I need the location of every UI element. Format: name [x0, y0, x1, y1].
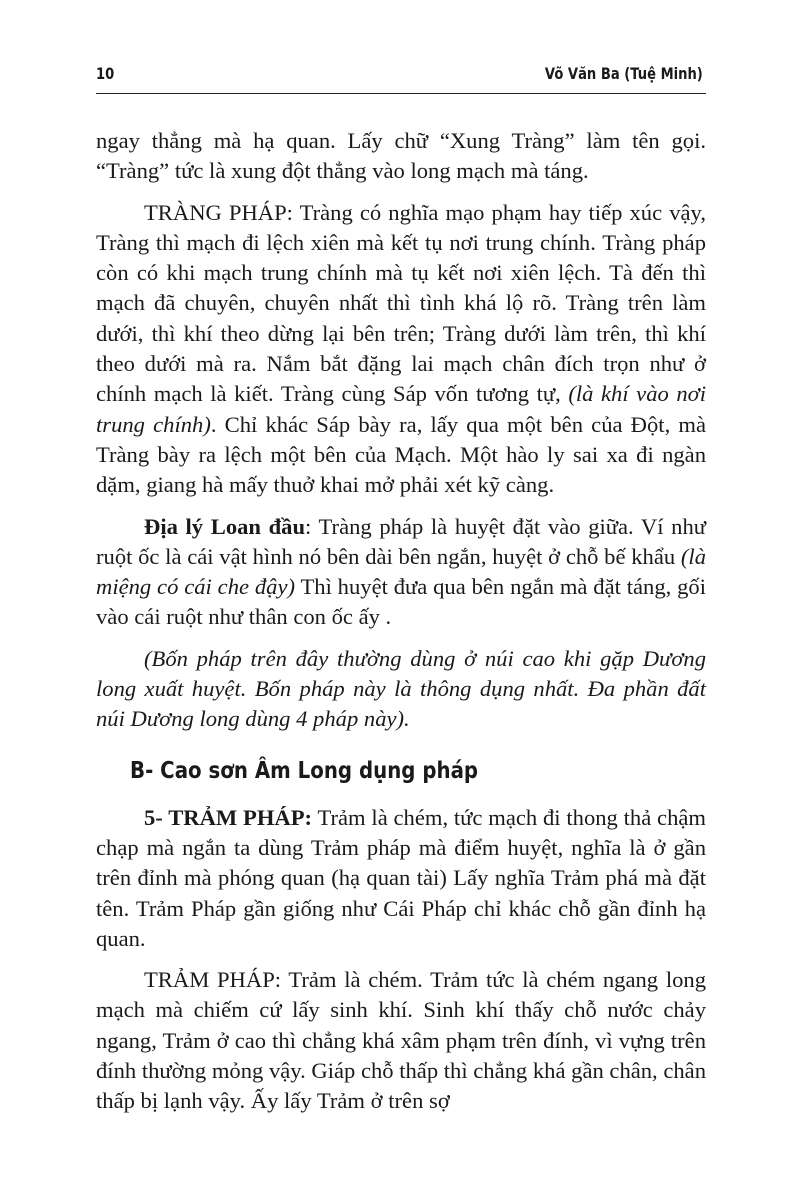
- paragraph-trang-phap: [96, 198, 706, 501]
- paragraph-tram-phap: [96, 965, 706, 1116]
- body-text: [96, 126, 706, 1128]
- paragraph-text: Trảm là chém, tức mạch đi thong thả chậm chạp mà ngắn ta dùng Trảm pháp mà điểm huyệt, nghĩa là ở gần trên đỉnh mà phóng quan (hạ quan tài) Lấy nghĩa Trảm phá mà đặt tên. Trảm Pháp gần giống như Cái Pháp chỉ khác chỗ gần đỉnh hạ quan.: [96, 804, 706, 951]
- paragraph-continuation: [96, 126, 706, 187]
- paragraph-text: : Tràng pháp là huyệt đặt vào giữa. Ví như ruột ốc là cái vật hình nó bên dài bên ngắn, huyệt ở chỗ bế khẩu: [96, 513, 706, 569]
- italic-note-paragraph: [96, 644, 706, 735]
- italic-aside: (là khí vào nơi trung chính): [96, 381, 706, 437]
- paragraph-text: . Chỉ khác Sáp bày ra, lấy qua một bên của Đột, mà Tràng bày ra lệch một bên của Mạch. Một hào ly sai xa đi ngàn dặm, giang hà mấy thuở khai mở phải xét kỹ càng.: [96, 411, 706, 498]
- bold-term: Địa lý Loan đầu: [144, 513, 306, 539]
- italic-aside: (là miệng có cái che đậy): [96, 543, 706, 600]
- paragraph-text: ngay thẳng mà hạ quan. Lấy chữ “Xung Tràng” làm tên gọi. “Tràng” tức là xung đột thẳng vào long mạch mà táng.: [96, 128, 706, 184]
- running-header: [96, 62, 703, 90]
- header-rule: [96, 93, 706, 94]
- section-heading: B- Cao sơn Âm Long dụng pháp: [130, 757, 479, 784]
- paragraph-text: TRẢM PHÁP: Trảm là chém. Trảm tức là chém ngang long mạch mà chiếm cứ lấy sinh khí. Sinh khí thấy chỗ nước chảy ngang, Trảm ở cao thì chẳng khá xâm phạm trên đính, vì vựng trên đính thường mỏng vậy. Giáp chỗ thấp thì chẳng khá gần chân, chân thấp bị lạnh vậy. Ấy lấy Trảm ở trên sợ: [96, 967, 707, 1114]
- paragraph-text: (Bốn pháp trên đây thường dùng ở núi cao khi gặp Dương long xuất huyệt. Bốn pháp này là thông dụng nhất. Đa phần đất núi Dương long dùng 4 pháp này).: [96, 645, 706, 732]
- author-name: Võ Văn Ba (Tuệ Minh): [544, 64, 703, 83]
- page-number: 10: [96, 64, 115, 83]
- paragraph-text: Thì huyệt đưa qua bên ngắn mà đặt táng, gối vào cái ruột như thân con ốc ấy .: [96, 574, 706, 630]
- bold-term: 5- TRẢM PHÁP:: [144, 804, 313, 830]
- paragraph-tram-phap-5: [96, 803, 706, 954]
- paragraph-dia-ly: [96, 512, 706, 633]
- paragraph-text: TRÀNG PHÁP: Tràng có nghĩa mạo phạm hay tiếp xúc vậy, Tràng thì mạch đi lệch xiên mà kết tụ nơi trung chính. Tràng pháp còn có khi mạch trung chính mà tụ kết nơi xiên lệch. Tà đến thì mạch đã chuyên, chuyên nhất thì tình khá lộ rõ. Tràng trên làm dưới, thì khí theo dừng lại bên trên; Tràng dưới làm trên, thì khí theo dưới mà ra. Nắm bắt đặng lai mạch chân đích trọn như ở chính mạch là kiết. Tràng cùng Sáp vốn tương tự,: [96, 199, 706, 407]
